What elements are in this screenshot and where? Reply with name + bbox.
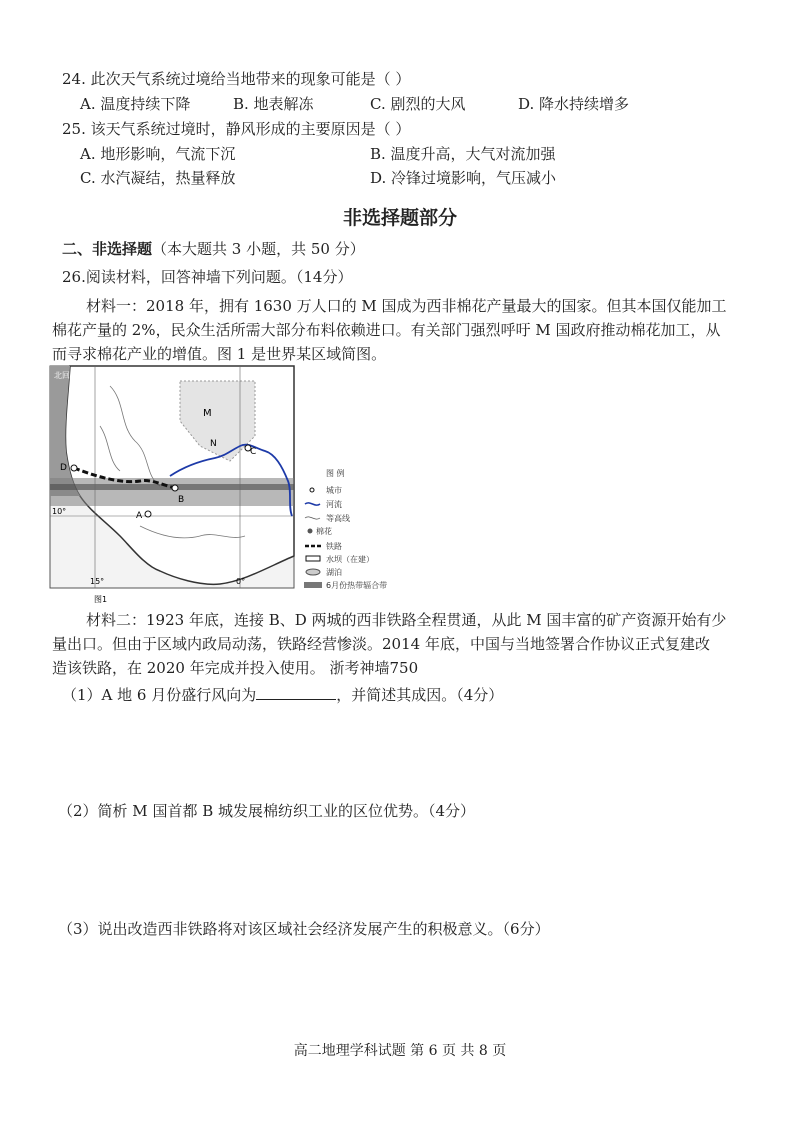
q25-option-d[interactable]: D. 冷锋过境影响，气压减小 [370, 169, 557, 187]
material1-line1: 材料一：2018 年，拥有 1630 万人口的 M 国成为西非棉花产量最大的国家。但其本国仅能加工 [86, 297, 727, 315]
legend-railway: 铁路 [326, 542, 342, 551]
legend-city-icon [310, 488, 314, 492]
itcz-band [50, 478, 294, 506]
label-n: N [210, 439, 217, 449]
q25-option-b[interactable]: B. 温度升高，大气对流加强 [370, 145, 556, 163]
page-footer: 高二地理学科试题 第 6 页 共 8 页 [293, 1043, 507, 1059]
label-m: M [203, 408, 212, 419]
q24-option-d[interactable]: D. 降水持续增多 [518, 95, 630, 113]
legend-river-icon [305, 503, 320, 505]
map-legend [304, 468, 387, 590]
legend-cotton-icon [308, 529, 313, 534]
legend-contour: 等高线 [326, 514, 350, 523]
legend-cotton: 棉花 [316, 527, 332, 536]
label-d: D [60, 463, 67, 473]
label-b: B [178, 495, 185, 505]
lon-15-label: 15° [90, 577, 105, 586]
legend-city: 城市 [326, 486, 342, 495]
q25-option-c[interactable]: C. 水汽凝结，热量释放 [80, 169, 236, 187]
legend-lake: 湖泊 [326, 568, 342, 577]
legend-itcz-icon [304, 582, 322, 588]
legend-dam: 水坝（在建） [326, 555, 374, 564]
q24-option-b[interactable]: B. 地表解冻 [233, 95, 314, 113]
material2-line1: 材料二：1923 年底，连接 B、D 两城的西非铁路全程贯通，从此 M 国丰富的矿产资源开始有少 [86, 611, 727, 629]
map-svg [50, 366, 388, 606]
section-heading-rest: （本大题共 3 小题，共 50 分） [152, 240, 365, 258]
map-figure [50, 366, 388, 606]
q25-stem: 25. 该天气系统过境时，静风形成的主要原因是（ ） [62, 120, 411, 138]
legend-contour-icon [305, 517, 320, 519]
q24-option-c[interactable]: C. 剧烈的大风 [370, 95, 466, 113]
tropic-label: 北回归线 [54, 371, 86, 380]
section-title: 非选择题部分 [342, 207, 457, 229]
figure-caption: 图1 [94, 595, 108, 604]
material1-line3: 而寻求棉花产业的增值。图 1 是世界某区域简图。 [52, 345, 387, 363]
label-a: A [136, 511, 143, 521]
material1-line2: 棉花产量的 2%，民众生活所需大部分布料依赖进口。有关部门强烈呼吁 M 国政府推动棉花加工，从 [52, 321, 721, 339]
material2-line3: 造该铁路，在 2020 年完成并投入使用。 浙考神墙750 [52, 659, 419, 677]
label-c: C [250, 447, 257, 457]
city-d [71, 465, 77, 471]
legend-dam-icon [306, 556, 320, 561]
q26-sub1-before: （1）A 地 6 月份盛行风向为 [62, 686, 257, 704]
q25-option-a[interactable]: A. 地形影响，气流下沉 [80, 145, 236, 163]
legend-lake-icon [306, 569, 320, 575]
lat-10-label: 10° [52, 507, 67, 516]
city-a [145, 511, 151, 517]
q26-sub1 [62, 684, 503, 705]
q26-sub3: （3）说出改造西非铁路将对该区域社会经济发展产生的积极意义。（6分） [58, 920, 550, 938]
q26-stem: 26.阅读材料，回答神墙下列问题。（14分） [62, 268, 353, 286]
section-heading [62, 238, 365, 259]
q26-sub1-after: ，并简述其成因。（4分） [336, 686, 504, 704]
q26-sub1-answer-blank[interactable] [256, 685, 336, 700]
legend-river: 河流 [326, 500, 342, 509]
material2-line2: 量出口。但由于区域内政局动荡，铁路经营惨淡。2014 年底，中国与当地签署合作协议正式复建改 [52, 635, 710, 653]
legend-title: 图 例 [326, 469, 345, 478]
q24-option-a[interactable]: A. 温度持续下降 [80, 95, 191, 113]
q24-stem: 24. 此次天气系统过境给当地带来的现象可能是（ ） [62, 70, 411, 88]
section-heading-bold: 二、非选择题 [62, 240, 153, 258]
city-b [172, 485, 178, 491]
legend-itcz: 6月份热带辐合带 [326, 581, 388, 590]
q26-sub2: （2）简析 M 国首都 B 城发展棉纺织工业的区位优势。（4分） [58, 802, 476, 820]
lon-0-label: 0° [236, 577, 246, 586]
